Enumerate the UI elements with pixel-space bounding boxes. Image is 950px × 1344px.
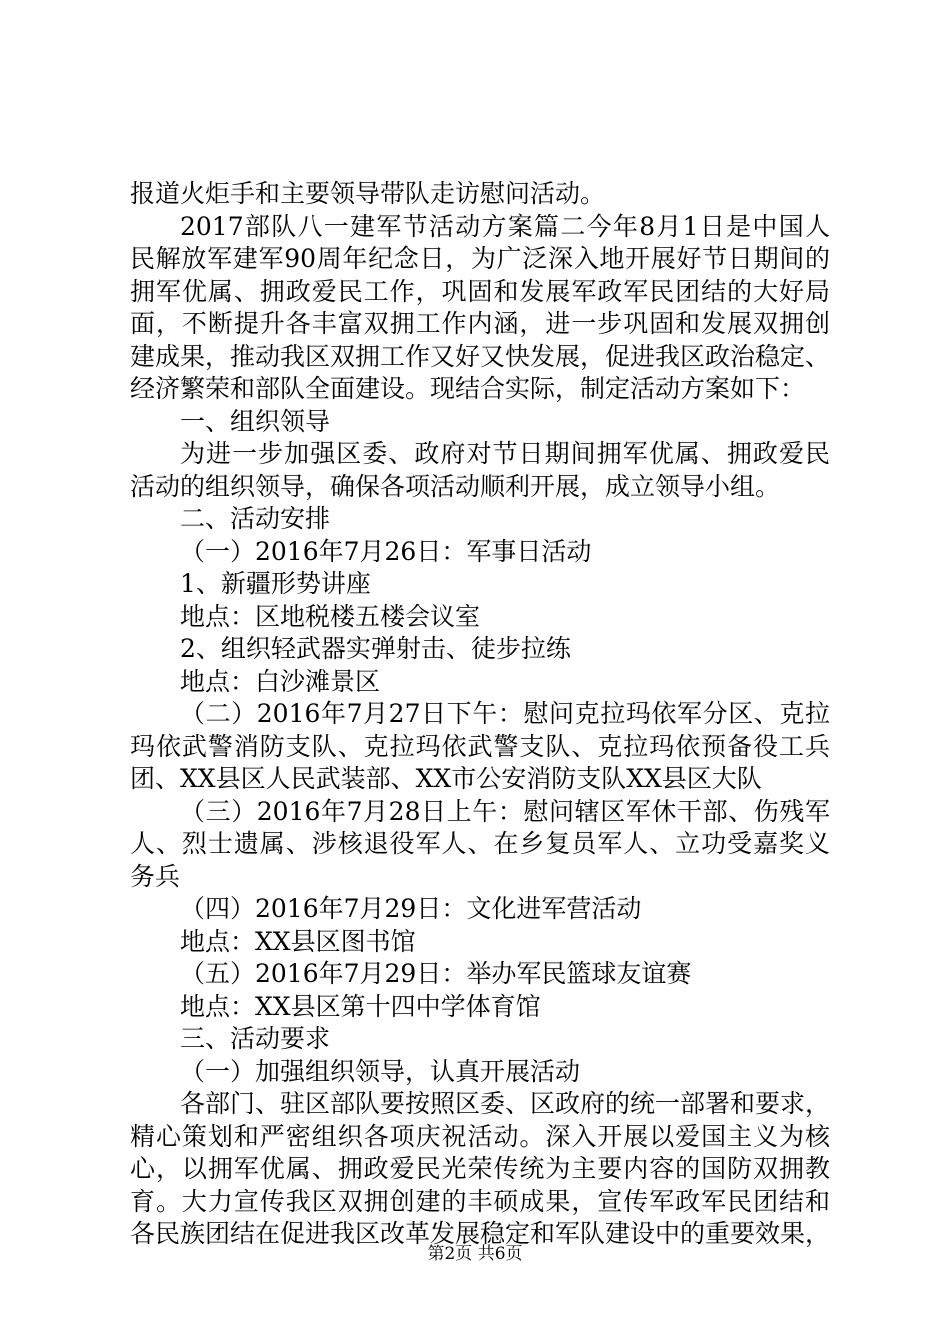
text-line: 团、XX县区人民武装部、XX市公安消防支队XX县区大队 (130, 764, 762, 793)
section-heading: 三、活动要求 (180, 1024, 331, 1053)
text-line: 精心策划和严密组织各项庆祝活动。深入开展以爱国主义为核 (130, 1121, 830, 1151)
section-heading: 二、活动安排 (180, 504, 331, 533)
text-line: 地点：区地税楼五楼会议室 (180, 601, 481, 631)
text-line: 拥军优属、拥政爱民工作，巩固和发展军政军民团结的大好局 (130, 276, 830, 306)
text-line: （一）加强组织领导，认真开展活动 (180, 1056, 581, 1086)
text-line: （五）2016年7月29日：举办军民篮球友谊赛 (180, 959, 692, 988)
text-line: 玛依武警消防支队、克拉玛依武警支队、克拉玛依预备役工兵 (130, 731, 830, 761)
text-line: 2017部队八一建军节活动方案篇二今年8月1日是中国人 (180, 211, 830, 241)
text-line: （二）2016年7月27日下午：慰问克拉玛依军分区、克拉 (180, 699, 830, 728)
text-line: 面，不断提升各丰富双拥工作内涵，进一步巩固和发展双拥创 (130, 309, 830, 338)
text-line: 各民族团结在促进我区改革发展稳定和军队建设中的重要效果， (130, 1219, 831, 1248)
text-line: 育。大力宣传我区双拥创建的丰硕成果，宣传军政军民团结和 (130, 1186, 830, 1216)
text-line: 活动的组织领导，确保各项活动顺利开展，成立领导小组。 (130, 471, 781, 501)
section-heading: 一、组织领导 (180, 406, 331, 436)
text-line: 为进一步加强区委、政府对节日期间拥军优属、拥政爱民 (180, 439, 830, 468)
text-line: 民解放军建军90周年纪念日，为广泛深入地开展好节日期间的 (130, 244, 830, 273)
text-line: 报道火炬手和主要领导带队走访慰问活动。 (130, 179, 606, 208)
text-line: 人、烈士遗属、涉核退役军人、在乡复员军人、立功受嘉奖义 (130, 829, 830, 858)
text-line: 建成果，推动我区双拥工作又好又快发展，促进我区政治稳定、 (130, 341, 831, 371)
text-line: 地点：白沙滩景区 (180, 666, 381, 696)
text-line: 经济繁荣和部队全面建设。现结合实际，制定活动方案如下： (130, 374, 806, 403)
text-line: （一）2016年7月26日：军事日活动 (180, 536, 592, 566)
text-line: 各部门、驻区部队要按照区委、区政府的统一部署和要求， (180, 1089, 831, 1118)
text-line: 务兵 (130, 861, 181, 891)
text-line: 2、组织轻武器实弹射击、徒步拉练 (180, 634, 571, 663)
text-line: （四）2016年7月29日：文化进军营活动 (180, 894, 642, 923)
text-line: 地点：XX县区图书馆 (180, 926, 416, 956)
page-footer: 第2页 共6页 (427, 1244, 523, 1264)
text-line: 1、新疆形势讲座 (180, 569, 371, 598)
text-line: （三）2016年7月28日上午：慰问辖区军休干部、伤残军 (180, 796, 830, 826)
text-line: 心，以拥军优属、拥政爱民光荣传统为主要内容的国防双拥教 (130, 1154, 830, 1183)
text-line: 地点：XX县区第十四中学体育馆 (180, 991, 541, 1021)
